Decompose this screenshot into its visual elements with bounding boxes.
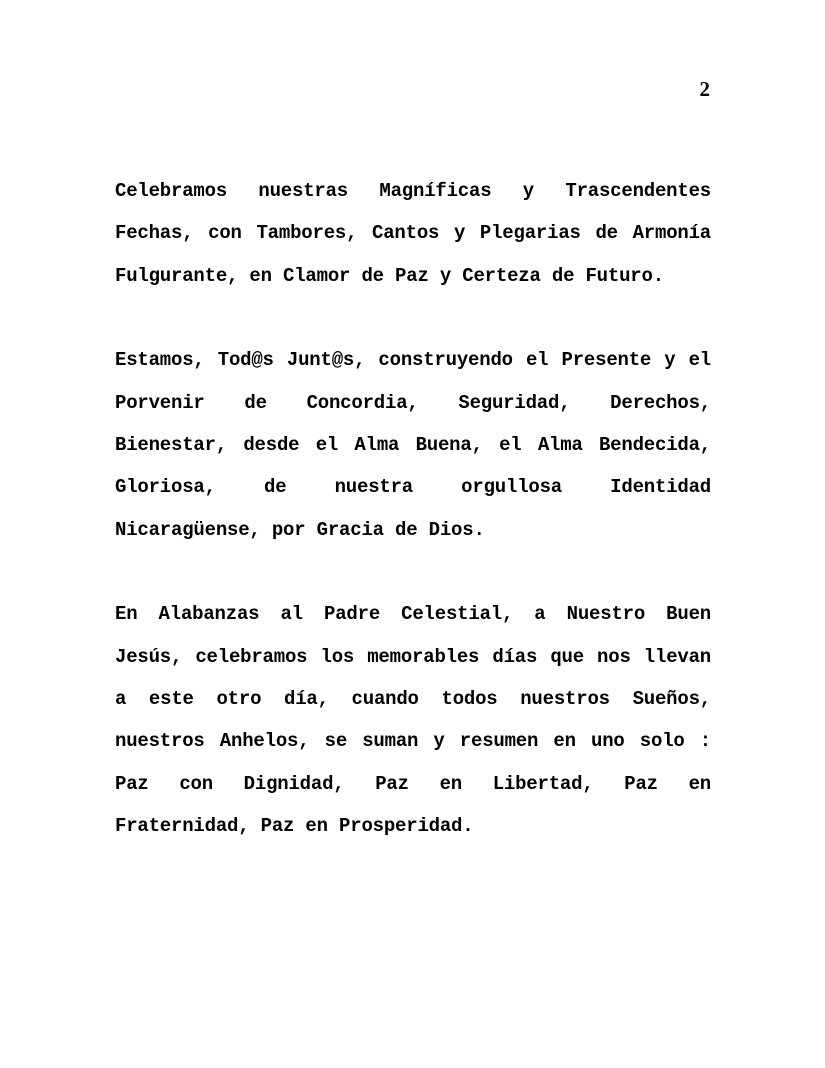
- document-body: [115, 170, 711, 890]
- paragraph-2: Estamos, Tod@s Junt@s, construyendo el Presente y el Porvenir de Concordia, Seguridad, Derechos, Bienestar, desde el Alma Buena, el Alma Bendecida, Gloriosa, de nuestra orgullosa Identidad Nicaragüense, por Gracia de Dios.: [115, 349, 711, 541]
- paragraph-1: Celebramos nuestras Magníficas y Trascendentes Fechas, con Tambores, Cantos y Plegarias de Armonía Fulgurante, en Clamor de Paz y Certeza de Futuro.: [115, 180, 711, 287]
- page-number: 2: [699, 77, 710, 101]
- paragraph-3: En Alabanzas al Padre Celestial, a Nuestro Buen Jesús, celebramos los memorables días que nos llevan a este otro día, cuando todos nuestros Sueños, nuestros Anhelos, se suman y resumen en uno solo : Paz con Dignidad, Paz en Libertad, Paz en Fraternidad, Paz en Prosperidad.: [115, 603, 711, 838]
